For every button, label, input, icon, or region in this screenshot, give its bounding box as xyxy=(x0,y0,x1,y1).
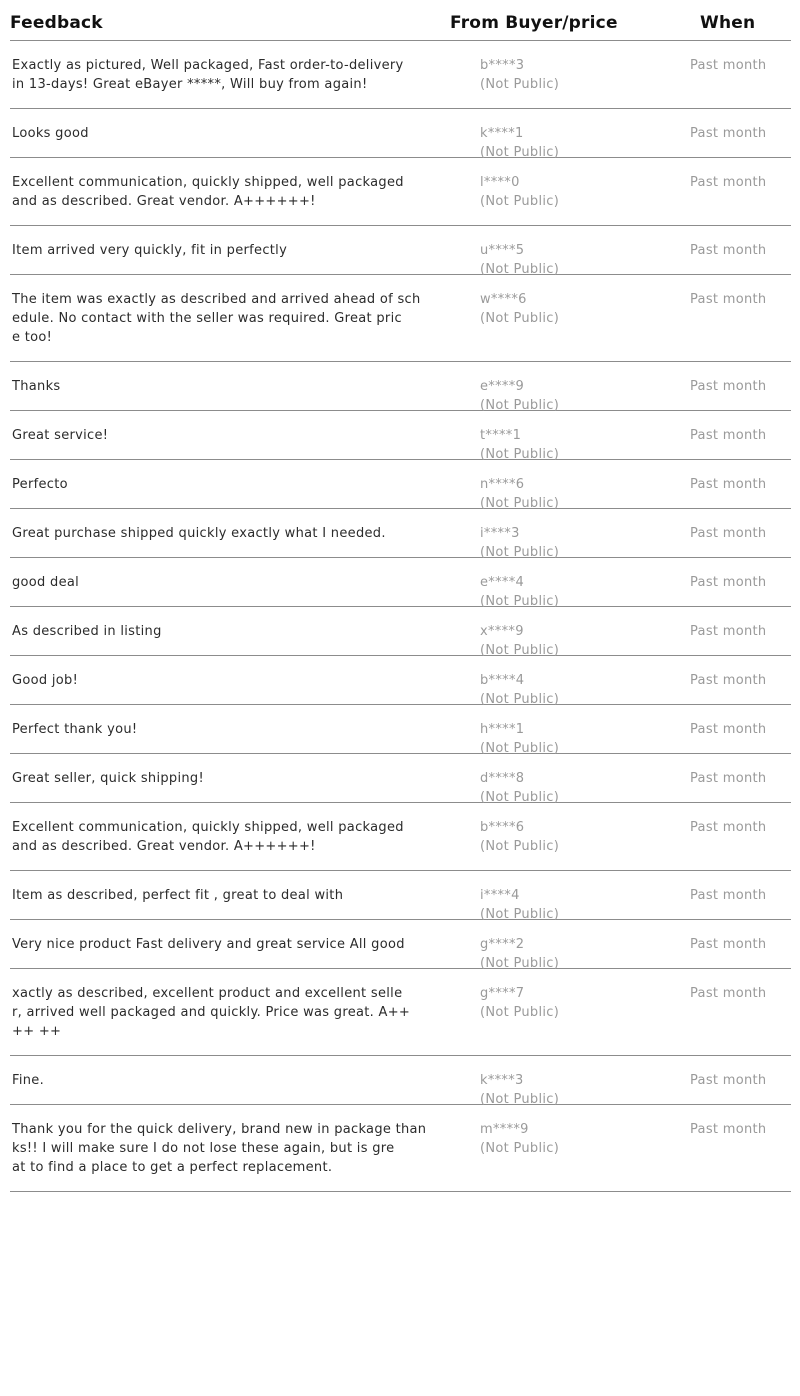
buyer-id: m****9 xyxy=(480,1122,529,1137)
buyer-id: n****6 xyxy=(480,477,525,492)
feedback-text: good deal xyxy=(12,575,80,590)
buyer-id: g****7 xyxy=(480,986,525,1001)
buyer-cell xyxy=(480,426,559,464)
when-text: Past month xyxy=(690,126,767,141)
table-row xyxy=(10,158,791,226)
price-text: (Not Public) xyxy=(480,594,560,609)
feedback-text: Item arrived very quickly, fit in perfectly xyxy=(12,243,288,258)
buyer-cell xyxy=(480,720,559,758)
price-text: (Not Public) xyxy=(480,692,560,707)
when-text: Past month xyxy=(690,722,767,737)
when-text: Past month xyxy=(690,1073,767,1088)
price-text: (Not Public) xyxy=(480,643,560,658)
when-text: Past month xyxy=(690,526,767,541)
buyer-id: t****1 xyxy=(480,428,522,443)
feedback-text: Great seller, quick shipping! xyxy=(12,771,204,786)
table-row xyxy=(10,1105,791,1192)
when-text: Past month xyxy=(690,428,767,443)
table-row xyxy=(10,969,791,1056)
buyer-id: w****6 xyxy=(480,292,527,307)
table-row xyxy=(10,656,791,705)
buyer-id: e****9 xyxy=(480,379,525,394)
when-column-header: When xyxy=(700,13,756,33)
when-text: Past month xyxy=(690,888,767,903)
buyer-id: l****0 xyxy=(480,175,520,190)
buyer-id: k****1 xyxy=(480,126,524,141)
feedback-text: Excellent communication, quickly shipped, well packaged and as described. Great vendor. A++++++! xyxy=(12,820,404,854)
buyer-cell xyxy=(480,56,559,94)
buyer-cell xyxy=(480,124,559,162)
buyer-id: d****8 xyxy=(480,771,525,786)
price-text: (Not Public) xyxy=(480,1092,560,1107)
buyer-cell xyxy=(480,1071,559,1109)
buyer-cell xyxy=(480,984,559,1022)
buyer-cell xyxy=(480,671,559,709)
feedback-text: Thank you for the quick delivery, brand new in package than ks!! I will make sure I do not lose these again, but is gre at to find a place to get a perfect replacement. xyxy=(12,1122,427,1175)
table-row xyxy=(10,362,791,411)
price-text: (Not Public) xyxy=(480,956,560,971)
when-text: Past month xyxy=(690,58,767,73)
feedback-text: Fine. xyxy=(12,1073,45,1088)
price-text: (Not Public) xyxy=(480,1005,560,1020)
feedback-text: The item was exactly as described and arrived ahead of sch edule. No contact with the seller was required. Great pric e too! xyxy=(12,292,421,345)
buyer-cell xyxy=(480,377,559,415)
feedback-text: Excellent communication, quickly shipped, well packaged and as described. Great vendor. A++++++! xyxy=(12,175,404,209)
table-row xyxy=(10,607,791,656)
feedback-text: Great service! xyxy=(12,428,109,443)
table-row xyxy=(10,509,791,558)
buyer-id: x****9 xyxy=(480,624,524,639)
buyer-id: k****3 xyxy=(480,1073,524,1088)
table-row xyxy=(10,1056,791,1105)
feedback-text: xactly as described, excellent product and excellent selle r, arrived well packaged and quickly. Price was great. A++ ++ ++ xyxy=(12,986,411,1039)
buyer-id: i****3 xyxy=(480,526,520,541)
buyer-cell xyxy=(480,475,559,513)
feedback-text: Looks good xyxy=(12,126,89,141)
buyer-id: b****3 xyxy=(480,58,525,73)
table-row xyxy=(10,705,791,754)
table-row xyxy=(10,803,791,871)
buyer-id: h****1 xyxy=(480,722,525,737)
table-row xyxy=(10,41,791,109)
when-text: Past month xyxy=(690,820,767,835)
price-text: (Not Public) xyxy=(480,398,560,413)
buyer-cell xyxy=(480,524,559,562)
buyer-cell xyxy=(480,1120,559,1158)
buyer-cell xyxy=(480,935,559,973)
table-row xyxy=(10,275,791,362)
table-header xyxy=(10,0,791,41)
buyer-cell xyxy=(480,573,559,611)
table-row xyxy=(10,558,791,607)
price-text: (Not Public) xyxy=(480,1141,560,1156)
feedback-text: Thanks xyxy=(12,379,61,394)
price-text: (Not Public) xyxy=(480,496,560,511)
buyer-id: u****5 xyxy=(480,243,525,258)
when-text: Past month xyxy=(690,1122,767,1137)
price-text: (Not Public) xyxy=(480,447,560,462)
buyer-cell xyxy=(480,622,559,660)
price-text: (Not Public) xyxy=(480,907,560,922)
table-row xyxy=(10,754,791,803)
buyer-cell xyxy=(480,290,559,328)
when-text: Past month xyxy=(690,771,767,786)
buyer-id: b****6 xyxy=(480,820,525,835)
buyer-column-header: From Buyer/price xyxy=(450,13,618,33)
feedback-text: Exactly as pictured, Well packaged, Fast order-to-delivery in 13-days! Great eBayer *****, Will buy from again! xyxy=(12,58,404,92)
when-text: Past month xyxy=(690,575,767,590)
feedback-text: Great purchase shipped quickly exactly what I needed. xyxy=(12,526,386,541)
when-text: Past month xyxy=(690,477,767,492)
buyer-cell xyxy=(480,886,559,924)
buyer-id: e****4 xyxy=(480,575,525,590)
buyer-cell xyxy=(480,769,559,807)
when-text: Past month xyxy=(690,243,767,258)
table-row xyxy=(10,226,791,275)
buyer-id: b****4 xyxy=(480,673,525,688)
when-text: Past month xyxy=(690,937,767,952)
price-text: (Not Public) xyxy=(480,77,560,92)
price-text: (Not Public) xyxy=(480,545,560,560)
when-text: Past month xyxy=(690,986,767,1001)
feedback-text: Very nice product Fast delivery and great service All good xyxy=(12,937,405,952)
buyer-cell xyxy=(480,241,559,279)
price-text: (Not Public) xyxy=(480,741,560,756)
buyer-cell xyxy=(480,173,559,211)
table-row xyxy=(10,871,791,920)
buyer-id: g****2 xyxy=(480,937,525,952)
feedback-text: Good job! xyxy=(12,673,79,688)
buyer-id: i****4 xyxy=(480,888,520,903)
price-text: (Not Public) xyxy=(480,194,560,209)
feedback-column-header: Feedback xyxy=(10,13,103,33)
table-row xyxy=(10,109,791,158)
table-row xyxy=(10,460,791,509)
feedback-text: Perfecto xyxy=(12,477,68,492)
when-text: Past month xyxy=(690,379,767,394)
price-text: (Not Public) xyxy=(480,145,560,160)
buyer-cell xyxy=(480,818,559,856)
price-text: (Not Public) xyxy=(480,790,560,805)
feedback-text: As described in listing xyxy=(12,624,162,639)
price-text: (Not Public) xyxy=(480,311,560,326)
when-text: Past month xyxy=(690,292,767,307)
price-text: (Not Public) xyxy=(480,839,560,854)
table-row xyxy=(10,411,791,460)
when-text: Past month xyxy=(690,175,767,190)
when-text: Past month xyxy=(690,624,767,639)
price-text: (Not Public) xyxy=(480,262,560,277)
when-text: Past month xyxy=(690,673,767,688)
table-row xyxy=(10,920,791,969)
feedback-text: Perfect thank you! xyxy=(12,722,138,737)
feedback-text: Item as described, perfect fit , great to deal with xyxy=(12,888,344,903)
